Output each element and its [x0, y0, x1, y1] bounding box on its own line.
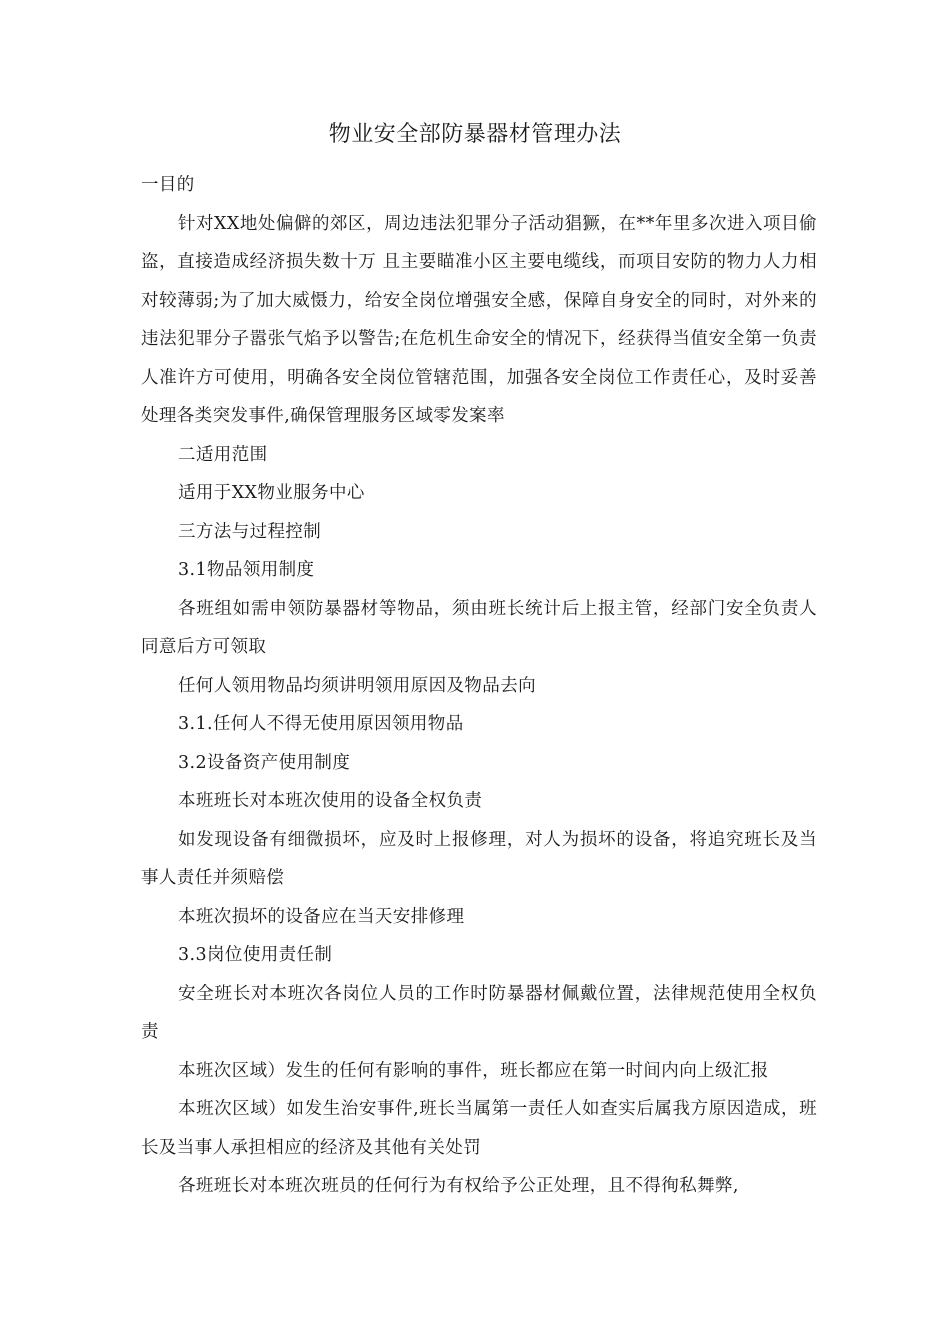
paragraph-requisition: 各班组如需申领防暴器材等物品，须由班长统计后上报主管，经部门安全负责人同意后方可领取 — [141, 598, 817, 657]
paragraph-equipment-responsibility: 本班班长对本班次使用的设备全权负责 — [178, 791, 483, 811]
paragraph-incident-report: 本班次区域）发生的任何有影响的事件，班长都应在第一时间内向上级汇报 — [178, 1060, 769, 1081]
document-body — [141, 166, 817, 1206]
paragraph-fair-handling: 各班班长对本班次班员的任何行为有权给予公正处理，且不得徇私舞弊, — [178, 1176, 739, 1196]
paragraph-requisition-rule: 3.1.任何人不得无使用原因领用物品 — [178, 714, 464, 734]
paragraph-equipment-repair: 本班次损坏的设备应在当天安排修理 — [178, 906, 465, 927]
paragraph-equipment-damage: 如发现设备有细微损坏，应及时上报修理，对人为损坏的设备，将追究班长及当事人责任并须赔偿 — [141, 829, 817, 888]
subsection-heading-3-2: 3.2设备资产使用制度 — [178, 752, 351, 773]
document-title: 物业安全部防暴器材管理办法 — [328, 122, 622, 147]
paragraph-purpose: 针对XX地处偏僻的郊区，周边违法犯罪分子活动猖獗，在**年里多次进入项目偷盗，直接造成经济损失数十万 且主要瞄准小区主要电缆线，而项目安防的物力人力相对较薄弱;为了加大威慑力，给安全岗位增强安全感，保障自身安全的同时，对外来的违法犯罪分子嚣张气焰予以警告;在危机生命安全的情况下，经获得当值安全第一负责人准许方可使用，明确各安全岗位管辖范围，加强各安全岗位工作责任心，及时妥善处理各类突发事件,确保管理服务区域零发案率 — [141, 213, 817, 426]
paragraph-requisition-reason: 任何人领用物品均须讲明领用原因及物品去向 — [178, 675, 536, 696]
subsection-heading-3-1: 3.1物品领用制度 — [178, 560, 315, 580]
section-heading-purpose: 一目的 — [141, 175, 195, 195]
subsection-heading-3-3: 3.3岗位使用责任制 — [178, 945, 333, 965]
section-heading-methods: 三方法与过程控制 — [178, 521, 322, 542]
paragraph-post-responsibility: 安全班长对本班次各岗位人员的工作时防暴器材佩戴位置，法律规范使用全权负责 — [141, 983, 817, 1042]
section-heading-scope: 二适用范围 — [178, 444, 268, 465]
paragraph-security-incident: 本班次区域）如发生治安事件,班长当属第一责任人如查实后属我方原因造成，班长及当事人承担相应的经济及其他有关处罚 — [141, 1099, 817, 1158]
paragraph-scope: 适用于XX物业服务中心 — [178, 483, 365, 503]
